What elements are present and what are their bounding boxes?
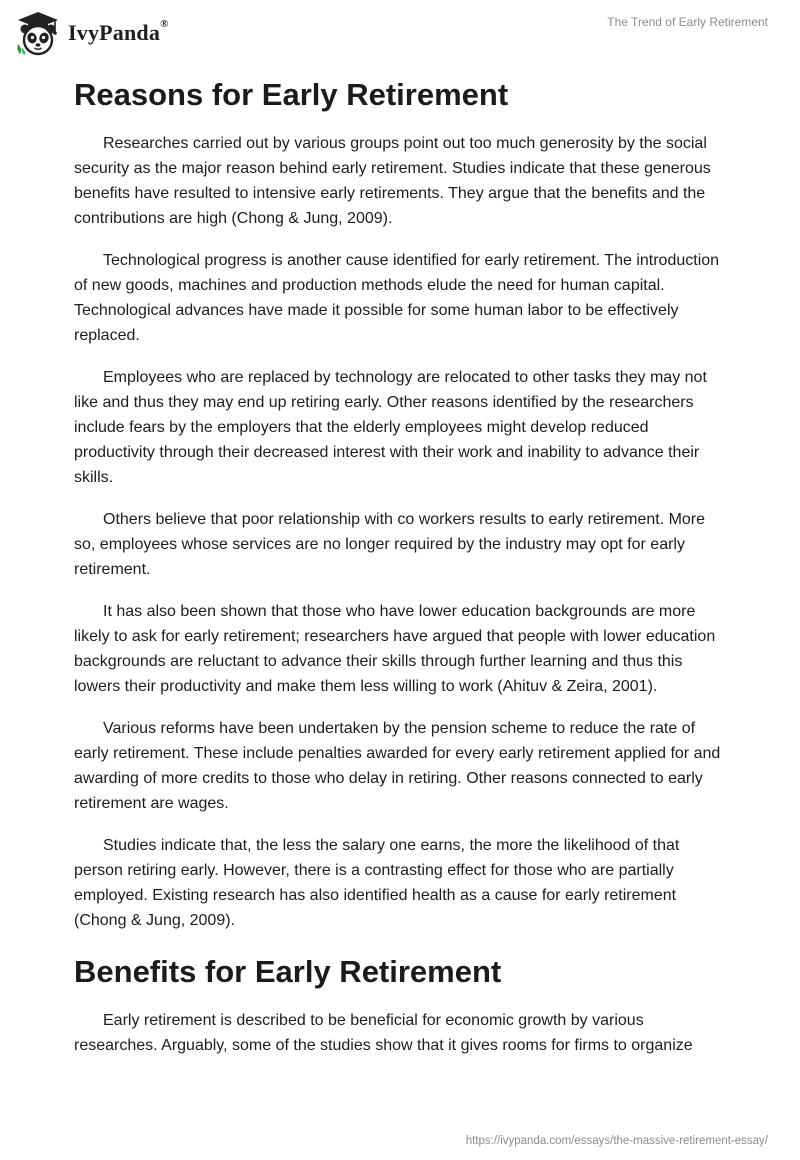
ivypanda-logo[interactable] <box>14 10 169 56</box>
paragraph: Technological progress is another cause identified for early retirement. The introduction of new goods, machines and production methods elude the need for human capital. Technological advances have made it possible for some human labor to be effectively replaced. <box>74 252 720 344</box>
panda-graduate-icon <box>14 10 62 56</box>
brand-text: IvyPanda <box>68 20 161 45</box>
paragraph: It has also been shown that those who have lower education backgrounds are more likely to ask for early retirement; researchers have argued that people with lower education backgrounds are reluctant to advance their skills through further learning and thus this lowers their productivity and make them less willing to work (Ahituv & Zeira, 2001). <box>74 603 716 695</box>
document-title: The Trend of Early Retirement <box>607 15 768 29</box>
paragraph: Early retirement is described to be beneficial for economic growth by various researches. Arguably, some of the studies show that it gives rooms for firms to organize <box>74 1012 693 1054</box>
paragraph: Others believe that poor relationship with co workers results to early retirement. More so, employees whose services are no longer required by the industry may opt for early retirement. <box>74 511 706 578</box>
section-heading: Reasons for Early Retirement <box>74 77 509 112</box>
paragraph: Various reforms have been undertaken by the pension scheme to reduce the rate of early retirement. These include penalties awarded for every early retirement applied for and awarding of more credits to those who delay in retiring. Other reasons connected to early retirement are wages. <box>74 720 721 812</box>
page-header <box>0 0 800 70</box>
brand-name <box>68 20 169 46</box>
source-url-link[interactable]: https://ivypanda.com/essays/the-massive-retirement-essay/ <box>465 1135 768 1147</box>
section-heading: Benefits for Early Retirement <box>74 954 502 989</box>
paragraph: Employees who are replaced by technology are relocated to other tasks they may not like and thus they may end up retiring early. Other reasons identified by the researchers include fears by the employers that the elderly employees might develop reduced productivity through their decreased interest with their work and inability to advance their skills. <box>74 369 707 486</box>
essay-content <box>74 70 728 1075</box>
paragraph: Studies indicate that, the less the salary one earns, the more the likelihood of that person retiring early. However, there is a contrasting effect for those who are partially employed. Existing research has also identified health as a cause for early retirement (Chong & Jung, 2009). <box>74 837 680 929</box>
paragraph: Researches carried out by various groups point out too much generosity by the social security as the major reason behind early retirement. Studies indicate that these generous benefits have resulted to intensive early retirements. They argue that the benefits and the contributions are high (Chong & Jung, 2009). <box>74 135 711 227</box>
registered-mark: ® <box>160 18 169 30</box>
